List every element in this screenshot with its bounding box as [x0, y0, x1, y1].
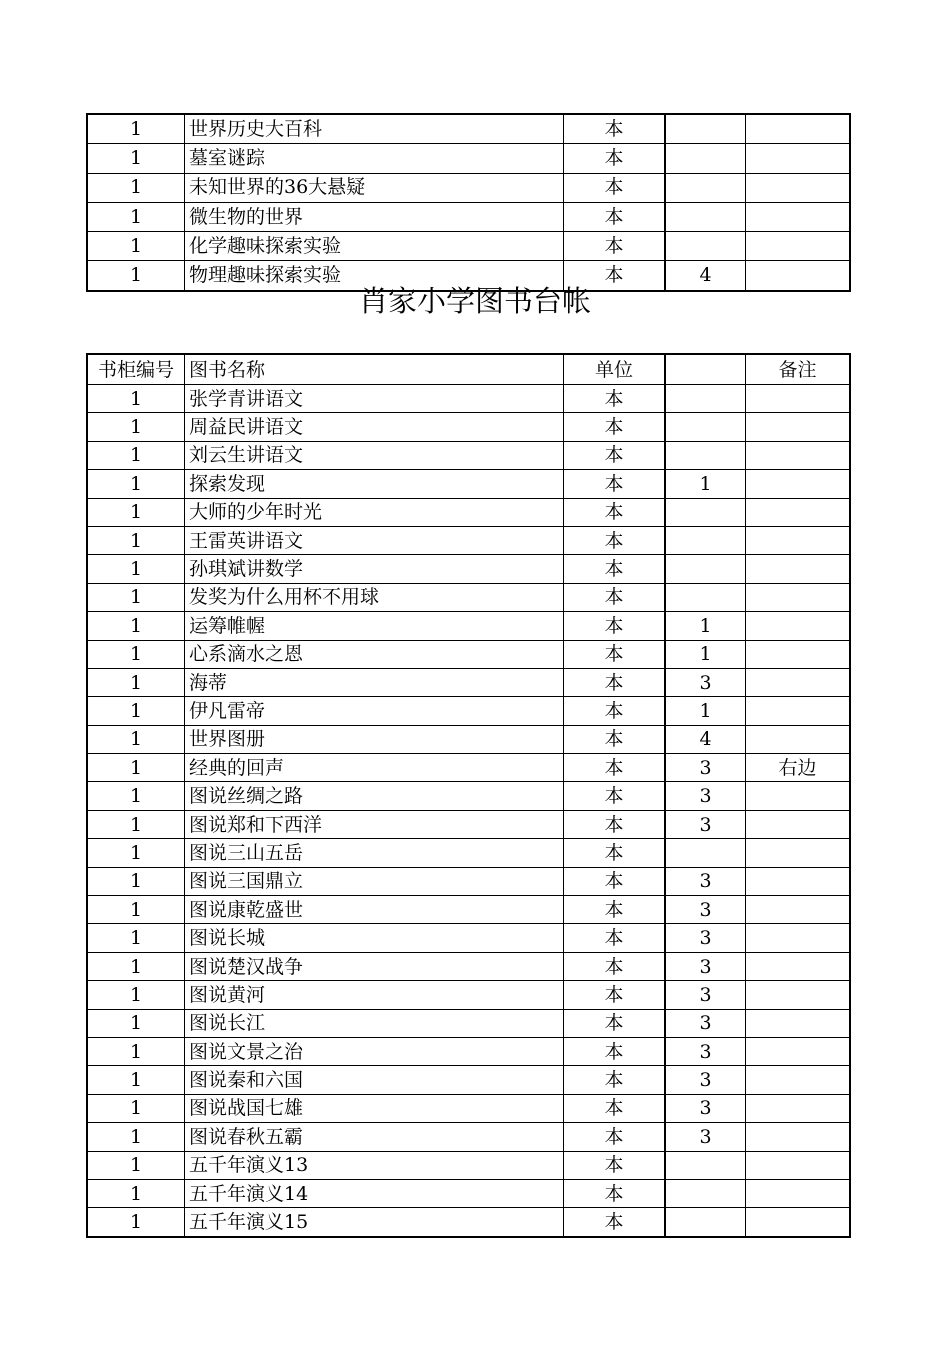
cabinet-number-cell: 1: [87, 924, 185, 952]
cabinet-number-cell: 1: [87, 583, 185, 611]
quantity-cell: [665, 114, 746, 144]
cabinet-number-cell: 1: [87, 202, 185, 231]
book-name-cell: 经典的回声: [185, 754, 564, 782]
unit-cell: 本: [564, 144, 666, 173]
note-cell: [746, 114, 851, 144]
book-name-cell: 大师的少年时光: [185, 498, 564, 526]
quantity-cell: 1: [665, 470, 746, 498]
cabinet-number-cell: 1: [87, 981, 185, 1009]
table-row: [87, 782, 850, 810]
book-name-cell: 图说长城: [185, 924, 564, 952]
note-cell: [746, 470, 851, 498]
cabinet-number-cell: 1: [87, 1179, 185, 1207]
table-row: [87, 498, 850, 526]
unit-cell: 本: [564, 896, 666, 924]
cabinet-number-cell: 1: [87, 725, 185, 753]
note-cell: [746, 1208, 851, 1237]
quantity-cell: 3: [665, 867, 746, 895]
unit-cell: 本: [564, 261, 666, 291]
note-cell: [746, 385, 851, 413]
table-row: [87, 583, 850, 611]
cabinet-number-cell: 1: [87, 261, 185, 291]
quantity-cell: [665, 1151, 746, 1179]
unit-cell: 本: [564, 470, 666, 498]
note-cell: [746, 583, 851, 611]
cabinet-number-cell: 1: [87, 839, 185, 867]
note-cell: [746, 1151, 851, 1179]
cabinet-number-cell: 1: [87, 952, 185, 980]
quantity-cell: 3: [665, 782, 746, 810]
note-cell: [746, 441, 851, 469]
table-row: [87, 668, 850, 696]
quantity-cell: [665, 232, 746, 261]
table-row: [87, 640, 850, 668]
cabinet-number-cell: 1: [87, 232, 185, 261]
page-title: 肖家小学图书台帐: [358, 284, 591, 318]
book-ledger-table: [86, 353, 851, 1238]
table-row: [87, 896, 850, 924]
note-cell: [746, 952, 851, 980]
table-row: [87, 612, 850, 640]
quantity-cell: 3: [665, 952, 746, 980]
table-row: [87, 441, 850, 469]
table-row: [87, 839, 850, 867]
table-row: [87, 144, 850, 173]
note-cell: [746, 1066, 851, 1094]
unit-cell: 本: [564, 640, 666, 668]
unit-cell: 本: [564, 668, 666, 696]
quantity-cell: [665, 385, 746, 413]
quantity-cell: 3: [665, 1037, 746, 1065]
quantity-cell: 3: [665, 810, 746, 838]
cabinet-number-cell: 1: [87, 1066, 185, 1094]
note-cell: [746, 173, 851, 202]
cabinet-number-cell: 1: [87, 441, 185, 469]
unit-cell: 本: [564, 232, 666, 261]
book-name-cell: 图说文景之治: [185, 1037, 564, 1065]
book-name-cell: 发奖为什么用杯不用球: [185, 583, 564, 611]
cabinet-number-cell: 1: [87, 896, 185, 924]
cabinet-number-cell: 1: [87, 173, 185, 202]
quantity-cell: [665, 498, 746, 526]
book-name-cell: 周益民讲语文: [185, 413, 564, 441]
quantity-cell: 3: [665, 981, 746, 1009]
unit-cell: 本: [564, 413, 666, 441]
header-unit: 单位: [564, 354, 666, 385]
table-row: [87, 754, 850, 782]
note-cell: [746, 1009, 851, 1037]
cabinet-number-cell: 1: [87, 754, 185, 782]
book-name-cell: 世界图册: [185, 725, 564, 753]
table-row: [87, 1123, 850, 1151]
note-cell: [746, 498, 851, 526]
quantity-cell: 3: [665, 1009, 746, 1037]
book-name-cell: 图说康乾盛世: [185, 896, 564, 924]
unit-cell: 本: [564, 1066, 666, 1094]
quantity-cell: [665, 526, 746, 554]
unit-cell: 本: [564, 1123, 666, 1151]
quantity-cell: [665, 555, 746, 583]
unit-cell: 本: [564, 1151, 666, 1179]
note-cell: [746, 697, 851, 725]
cabinet-number-cell: 1: [87, 697, 185, 725]
book-name-cell: 微生物的世界: [185, 202, 564, 231]
table-row: [87, 810, 850, 838]
unit-cell: 本: [564, 867, 666, 895]
book-name-cell: 图说战国七雄: [185, 1094, 564, 1122]
note-cell: [746, 413, 851, 441]
note-cell: [746, 526, 851, 554]
cabinet-number-cell: 1: [87, 1009, 185, 1037]
book-name-cell: 物理趣味探索实验: [185, 261, 564, 291]
book-name-cell: 心系滴水之恩: [185, 640, 564, 668]
unit-cell: 本: [564, 810, 666, 838]
table-row: [87, 470, 850, 498]
header-cabinet-number: 书柜编号: [87, 354, 185, 385]
book-name-cell: 世界历史大百科: [185, 114, 564, 144]
quantity-cell: [665, 173, 746, 202]
cabinet-number-cell: 1: [87, 470, 185, 498]
cabinet-number-cell: 1: [87, 782, 185, 810]
quantity-cell: [665, 202, 746, 231]
unit-cell: 本: [564, 612, 666, 640]
unit-cell: 本: [564, 173, 666, 202]
note-cell: 右边: [746, 754, 851, 782]
table-row: [87, 385, 850, 413]
book-name-cell: 图说楚汉战争: [185, 952, 564, 980]
quantity-cell: 4: [665, 725, 746, 753]
book-name-cell: 图说三国鼎立: [185, 867, 564, 895]
table-row: [87, 1208, 850, 1237]
quantity-cell: 1: [665, 697, 746, 725]
table-row: [87, 1094, 850, 1122]
book-name-cell: 海蒂: [185, 668, 564, 696]
book-name-cell: 图说春秋五霸: [185, 1123, 564, 1151]
unit-cell: 本: [564, 441, 666, 469]
cabinet-number-cell: 1: [87, 640, 185, 668]
unit-cell: 本: [564, 924, 666, 952]
quantity-cell: [665, 144, 746, 173]
note-cell: [746, 981, 851, 1009]
note-cell: [746, 232, 851, 261]
book-name-cell: 墓室谜踪: [185, 144, 564, 173]
table-row: [87, 867, 850, 895]
note-cell: [746, 725, 851, 753]
table-row: [87, 1037, 850, 1065]
note-cell: [746, 896, 851, 924]
note-cell: [746, 1123, 851, 1151]
unit-cell: 本: [564, 1094, 666, 1122]
note-cell: [746, 1037, 851, 1065]
book-name-cell: 图说郑和下西洋: [185, 810, 564, 838]
top-book-table: [86, 113, 851, 292]
cabinet-number-cell: 1: [87, 668, 185, 696]
table-row: [87, 1009, 850, 1037]
table-row: [87, 526, 850, 554]
quantity-cell: 3: [665, 896, 746, 924]
note-cell: [746, 640, 851, 668]
note-cell: [746, 612, 851, 640]
book-name-cell: 五千年演义13: [185, 1151, 564, 1179]
unit-cell: 本: [564, 1179, 666, 1207]
book-name-cell: 图说丝绸之路: [185, 782, 564, 810]
cabinet-number-cell: 1: [87, 114, 185, 144]
unit-cell: 本: [564, 782, 666, 810]
note-cell: [746, 555, 851, 583]
unit-cell: 本: [564, 725, 666, 753]
cabinet-number-cell: 1: [87, 385, 185, 413]
unit-cell: 本: [564, 697, 666, 725]
cabinet-number-cell: 1: [87, 867, 185, 895]
unit-cell: 本: [564, 583, 666, 611]
cabinet-number-cell: 1: [87, 1151, 185, 1179]
unit-cell: 本: [564, 1009, 666, 1037]
table-row: [87, 1066, 850, 1094]
quantity-cell: 4: [665, 261, 746, 291]
cabinet-number-cell: 1: [87, 1037, 185, 1065]
book-name-cell: 图说长江: [185, 1009, 564, 1037]
table-row: [87, 1179, 850, 1207]
table-row: [87, 232, 850, 261]
note-cell: [746, 1094, 851, 1122]
quantity-cell: 3: [665, 1094, 746, 1122]
header-book-name: 图书名称: [185, 354, 564, 385]
unit-cell: 本: [564, 202, 666, 231]
quantity-cell: [665, 1208, 746, 1237]
table-header-row: [87, 354, 850, 385]
cabinet-number-cell: 1: [87, 1123, 185, 1151]
unit-cell: 本: [564, 1037, 666, 1065]
note-cell: [746, 202, 851, 231]
book-name-cell: 伊凡雷帝: [185, 697, 564, 725]
header-note: 备注: [746, 354, 851, 385]
note-cell: [746, 924, 851, 952]
cabinet-number-cell: 1: [87, 612, 185, 640]
cabinet-number-cell: 1: [87, 555, 185, 583]
book-name-cell: 图说秦和六国: [185, 1066, 564, 1094]
quantity-cell: [665, 441, 746, 469]
table-row: [87, 697, 850, 725]
unit-cell: 本: [564, 555, 666, 583]
book-name-cell: 运筹帷幄: [185, 612, 564, 640]
note-cell: [746, 839, 851, 867]
unit-cell: 本: [564, 1208, 666, 1237]
unit-cell: 本: [564, 498, 666, 526]
unit-cell: 本: [564, 114, 666, 144]
table-row: [87, 413, 850, 441]
book-name-cell: 张学青讲语文: [185, 385, 564, 413]
book-name-cell: 图说三山五岳: [185, 839, 564, 867]
note-cell: [746, 867, 851, 895]
unit-cell: 本: [564, 839, 666, 867]
note-cell: [746, 810, 851, 838]
book-name-cell: 孙琪斌讲数学: [185, 555, 564, 583]
quantity-cell: 3: [665, 924, 746, 952]
header-quantity: [665, 354, 746, 385]
table-row: [87, 981, 850, 1009]
quantity-cell: 1: [665, 640, 746, 668]
quantity-cell: 3: [665, 1123, 746, 1151]
book-name-cell: 王雷英讲语文: [185, 526, 564, 554]
note-cell: [746, 144, 851, 173]
book-name-cell: 五千年演义15: [185, 1208, 564, 1237]
cabinet-number-cell: 1: [87, 413, 185, 441]
quantity-cell: [665, 1179, 746, 1207]
note-cell: [746, 668, 851, 696]
cabinet-number-cell: 1: [87, 144, 185, 173]
table-row: [87, 202, 850, 231]
quantity-cell: [665, 413, 746, 441]
quantity-cell: [665, 583, 746, 611]
quantity-cell: 3: [665, 754, 746, 782]
unit-cell: 本: [564, 952, 666, 980]
table-row: [87, 173, 850, 202]
table-row: [87, 114, 850, 144]
table-row: [87, 725, 850, 753]
quantity-cell: 3: [665, 668, 746, 696]
table-row: [87, 1151, 850, 1179]
cabinet-number-cell: 1: [87, 1094, 185, 1122]
cabinet-number-cell: 1: [87, 526, 185, 554]
book-name-cell: 刘云生讲语文: [185, 441, 564, 469]
book-name-cell: 未知世界的36大悬疑: [185, 173, 564, 202]
quantity-cell: 3: [665, 1066, 746, 1094]
book-name-cell: 化学趣味探索实验: [185, 232, 564, 261]
table-row: [87, 924, 850, 952]
note-cell: [746, 782, 851, 810]
unit-cell: 本: [564, 385, 666, 413]
table-row: [87, 555, 850, 583]
cabinet-number-cell: 1: [87, 810, 185, 838]
unit-cell: 本: [564, 981, 666, 1009]
quantity-cell: 1: [665, 612, 746, 640]
unit-cell: 本: [564, 754, 666, 782]
quantity-cell: [665, 839, 746, 867]
book-name-cell: 探索发现: [185, 470, 564, 498]
note-cell: [746, 1179, 851, 1207]
book-name-cell: 图说黄河: [185, 981, 564, 1009]
unit-cell: 本: [564, 526, 666, 554]
book-name-cell: 五千年演义14: [185, 1179, 564, 1207]
cabinet-number-cell: 1: [87, 1208, 185, 1237]
cabinet-number-cell: 1: [87, 498, 185, 526]
table-row: [87, 952, 850, 980]
